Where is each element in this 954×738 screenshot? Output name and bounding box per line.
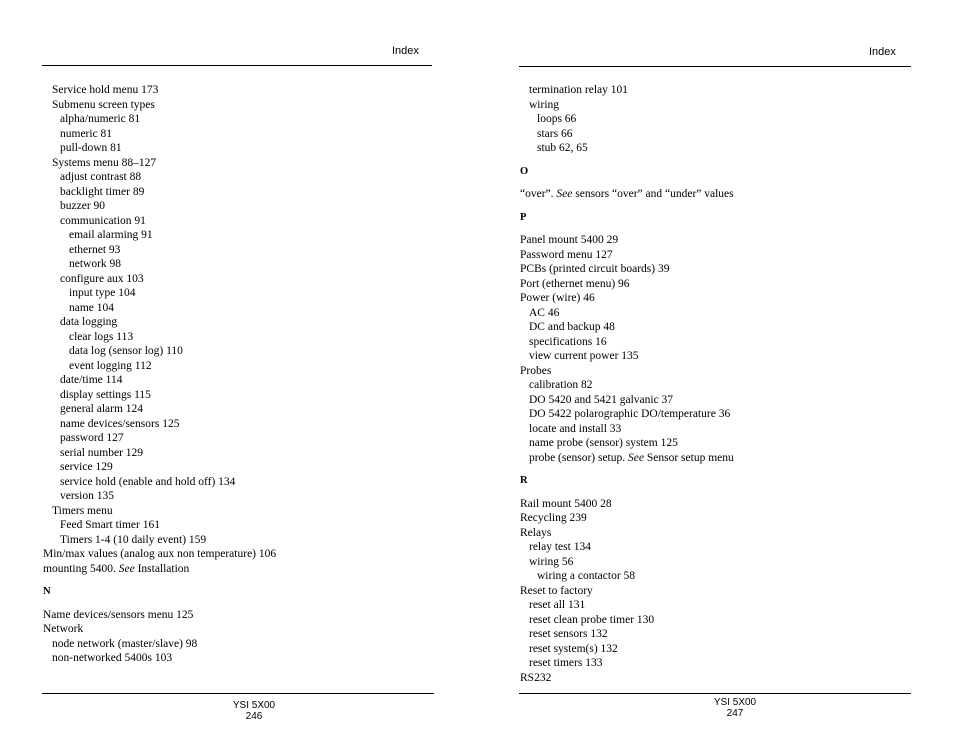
index-entry <box>43 460 428 475</box>
index-entry <box>520 83 905 98</box>
index-entry <box>43 475 428 490</box>
index-entry <box>43 518 428 533</box>
index-entry-text: Name devices/sensors menu 125 <box>43 608 194 621</box>
index-entry-text: Reset to factory <box>520 584 593 597</box>
right-header-rule <box>519 66 911 67</box>
index-entry <box>43 156 428 171</box>
index-entry-text: Panel mount 5400 29 <box>520 234 619 246</box>
section-spacer <box>520 202 905 211</box>
index-entry <box>43 651 428 666</box>
index-entry-text: service hold (enable and hold off) 134 <box>60 475 236 488</box>
index-entry-text: Recycling 239 <box>520 512 587 524</box>
index-entry-text: network 98 <box>69 258 122 270</box>
index-entry-text: wiring <box>529 98 560 111</box>
index-entry-text: calibration 82 <box>529 379 593 391</box>
section-spacer <box>520 489 905 497</box>
index-entry <box>520 291 905 306</box>
index-entry <box>43 272 428 287</box>
index-entry <box>520 187 905 202</box>
index-entry-text: alpha/numeric 81 <box>60 113 141 125</box>
index-entry-text: Network <box>43 623 84 635</box>
index-entry-text: non-networked 5400s 103 <box>52 652 173 664</box>
index-entry-text: reset all 131 <box>529 599 586 611</box>
index-entry-text: Timers menu <box>52 504 113 517</box>
index-entry <box>520 555 905 570</box>
index-entry <box>43 562 428 577</box>
index-entry-text: Timers 1-4 (10 daily event) 159 <box>60 533 207 546</box>
right-page-header: Index <box>869 46 896 58</box>
index-entry-text: loops 66 <box>537 113 577 125</box>
index-entry-text: termination relay 101 <box>529 84 628 96</box>
index-entry-text: reset timers 133 <box>529 657 603 669</box>
index-entry <box>520 277 905 292</box>
index-entry-text: DO 5422 polarographic DO/temperature 36 <box>529 408 731 420</box>
index-entry <box>43 98 428 113</box>
section-spacer <box>520 225 905 233</box>
index-entry-text: name 104 <box>69 301 115 314</box>
index-entry-text: backlight timer 89 <box>60 185 145 198</box>
index-entry-text: pull-down 81 <box>60 142 122 154</box>
left-index-column <box>43 83 428 666</box>
left-page-footer <box>214 700 294 722</box>
index-entry <box>43 170 428 185</box>
index-entry <box>43 344 428 359</box>
index-see-target: Installation <box>134 562 190 575</box>
section-spacer <box>43 576 428 585</box>
index-entry <box>43 127 428 142</box>
index-entry-text: numeric 81 <box>60 127 113 140</box>
index-see-target: sensors “over” and “under” values <box>572 188 734 200</box>
index-entry <box>520 364 905 379</box>
index-entry <box>43 637 428 652</box>
index-section-letter: P <box>520 211 527 223</box>
index-entry <box>520 306 905 321</box>
index-entry <box>43 199 428 214</box>
index-entry <box>43 257 428 272</box>
index-entry-text: data logging <box>60 316 118 328</box>
index-entry <box>43 622 428 637</box>
index-entry-text: probe (sensor) setup. <box>529 451 629 464</box>
index-entry-text: communication 91 <box>60 214 146 227</box>
section-spacer <box>43 600 428 608</box>
index-entry <box>43 112 428 127</box>
index-entry-text: password 127 <box>60 432 124 444</box>
index-entry <box>43 301 428 316</box>
index-entry <box>520 627 905 642</box>
index-entry <box>43 359 428 374</box>
index-entry-text: Feed Smart timer 161 <box>60 519 160 531</box>
index-entry <box>43 489 428 504</box>
index-entry <box>43 504 428 519</box>
index-section-letter: O <box>520 165 529 177</box>
index-entry-text: name probe (sensor) system 125 <box>529 437 678 449</box>
index-entry <box>520 540 905 555</box>
index-section-letter: R <box>520 475 528 486</box>
index-entry-text: Min/max values (analog aux non temperature) 106 <box>43 548 277 560</box>
index-entry-text: Password menu 127 <box>520 248 613 261</box>
index-entry-text: PCBs (printed circuit boards) 39 <box>520 263 670 275</box>
index-see-target: Sensor setup menu <box>643 451 734 464</box>
index-entry-text: “over”. <box>520 188 557 200</box>
index-entry <box>520 393 905 408</box>
section-spacer <box>520 465 905 474</box>
index-entry-text: Submenu screen types <box>52 98 155 111</box>
right-footer-product: YSI 5X00 <box>713 697 757 708</box>
index-entry <box>43 402 428 417</box>
index-entry-text: adjust contrast 88 <box>60 171 142 183</box>
index-entry <box>520 233 905 248</box>
index-entry-text: node network (master/slave) 98 <box>52 637 198 650</box>
index-entry <box>520 262 905 277</box>
index-section-letter: N <box>43 586 51 597</box>
index-entry-text: Service hold menu 173 <box>52 84 159 96</box>
index-entry-text: wiring 56 <box>529 555 574 568</box>
index-entry <box>520 422 905 437</box>
right-footer-page-number: 247 <box>726 708 744 719</box>
index-entry <box>43 431 428 446</box>
index-entry <box>43 330 428 345</box>
index-entry-text: service 129 <box>60 461 113 473</box>
index-entry <box>520 349 905 364</box>
index-entry <box>43 214 428 229</box>
index-entry <box>520 511 905 526</box>
left-footer-product: YSI 5X00 <box>232 700 276 711</box>
index-entry-text: configure aux 103 <box>60 272 144 285</box>
section-spacer <box>520 156 905 165</box>
index-entry-text: Probes <box>520 364 552 377</box>
index-entry <box>520 127 905 142</box>
index-entry-text: ethernet 93 <box>69 243 121 256</box>
index-entry <box>520 598 905 613</box>
index-entry <box>520 451 905 466</box>
index-entry <box>520 320 905 335</box>
right-page-footer <box>695 697 775 719</box>
index-entry-text: DC and backup 48 <box>529 321 615 333</box>
index-entry-text: event logging 112 <box>69 359 152 372</box>
index-entry <box>43 228 428 243</box>
index-see-reference: See <box>628 451 644 464</box>
index-entry-text: date/time 114 <box>60 374 123 386</box>
index-entry <box>520 584 905 599</box>
index-entry <box>520 436 905 451</box>
index-entry-text: general alarm 124 <box>60 403 144 415</box>
index-entry <box>43 141 428 156</box>
index-entry <box>43 608 428 623</box>
index-entry-text: reset clean probe timer 130 <box>529 613 655 626</box>
index-entry-text: Power (wire) 46 <box>520 292 595 304</box>
index-entry-text: relay test 134 <box>529 541 591 553</box>
index-entry <box>520 141 905 156</box>
index-entry-text: stub 62, 65 <box>537 142 588 154</box>
index-entry <box>43 547 428 562</box>
index-entry-text: mounting 5400. <box>43 562 119 575</box>
index-entry <box>43 417 428 432</box>
index-entry <box>43 83 428 98</box>
index-entry-text: serial number 129 <box>60 446 144 459</box>
left-footer-page-number: 246 <box>245 711 263 722</box>
index-entry-text: input type 104 <box>69 287 136 299</box>
index-entry <box>520 497 905 512</box>
index-entry-text: version 135 <box>60 490 114 502</box>
index-entry-text: stars 66 <box>537 127 573 140</box>
index-entry <box>520 112 905 127</box>
index-entry <box>520 656 905 671</box>
index-entry-text: specifications 16 <box>529 335 607 348</box>
index-entry-text: Systems menu 88–127 <box>52 156 157 169</box>
index-entry <box>43 373 428 388</box>
index-see-reference: See <box>118 562 135 575</box>
index-entry-text: data log (sensor log) 110 <box>69 345 183 357</box>
index-entry <box>520 526 905 541</box>
index-entry <box>520 671 905 686</box>
index-entry-text: display settings 115 <box>60 388 151 401</box>
index-entry <box>520 642 905 657</box>
index-entry-text: buzzer 90 <box>60 200 106 212</box>
index-entry-text: Port (ethernet menu) 96 <box>520 277 630 290</box>
index-entry-text: Relays <box>520 526 552 539</box>
index-entry <box>43 315 428 330</box>
index-entry-text: name devices/sensors 125 <box>60 417 180 430</box>
right-index-column <box>520 83 905 685</box>
index-entry <box>520 569 905 584</box>
index-entry-text: view current power 135 <box>529 350 639 362</box>
index-entry <box>520 335 905 350</box>
index-entry-text: AC 46 <box>529 306 560 319</box>
index-entry <box>520 98 905 113</box>
index-entry <box>43 446 428 461</box>
index-entry-text: clear logs 113 <box>69 330 134 343</box>
index-entry-text: RS232 <box>520 671 552 684</box>
index-entry <box>43 286 428 301</box>
index-entry-text: Rail mount 5400 28 <box>520 497 612 510</box>
index-entry <box>43 388 428 403</box>
index-entry <box>43 243 428 258</box>
index-entry <box>520 378 905 393</box>
left-header-rule <box>42 65 432 66</box>
right-footer-rule <box>519 693 911 694</box>
index-entry <box>43 185 428 200</box>
index-entry-text: reset system(s) 132 <box>529 642 618 655</box>
index-entry-text: wiring a contactor 58 <box>537 570 636 582</box>
left-page-header: Index <box>392 45 419 57</box>
index-entry-text: reset sensors 132 <box>529 628 608 640</box>
section-spacer <box>520 179 905 187</box>
index-entry <box>520 613 905 628</box>
index-see-reference: See <box>556 188 573 200</box>
index-entry <box>520 248 905 263</box>
index-entry-text: email alarming 91 <box>69 229 153 241</box>
index-entry-text: DO 5420 and 5421 galvanic 37 <box>529 393 674 406</box>
index-entry <box>43 533 428 548</box>
left-footer-rule <box>42 693 434 694</box>
index-entry <box>520 407 905 422</box>
index-entry-text: locate and install 33 <box>529 422 622 435</box>
